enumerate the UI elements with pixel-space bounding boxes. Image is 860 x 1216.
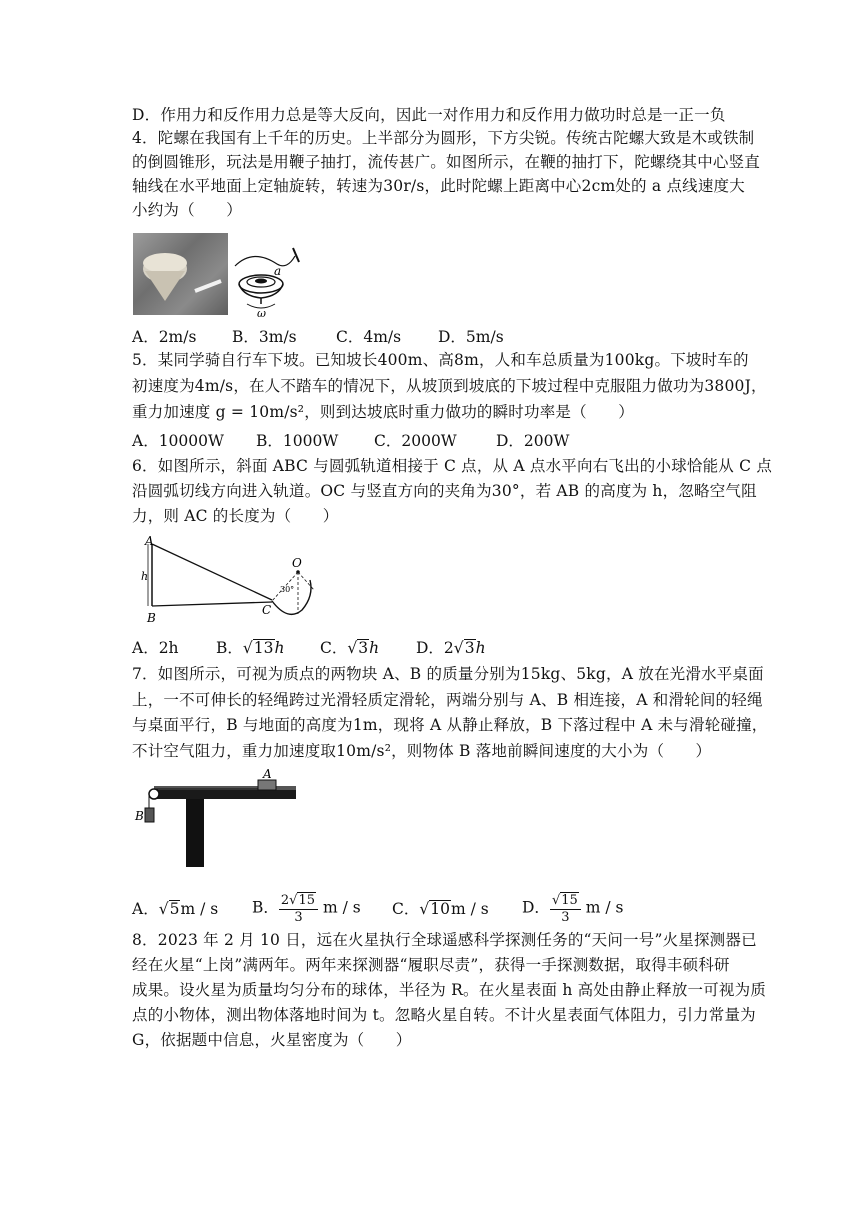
q7-option-a[interactable]: A．√5m / s <box>132 899 219 918</box>
q5-line-2: 初速度为4m/s，在人不踏车的情况下，从坡顶到坡底的下坡过程中克服阻力做功为3800J， <box>132 377 767 395</box>
fig-label-C: C <box>262 603 272 617</box>
q8-line-2: 经在火星“上岗”满两年。两年来探测器“履职尽责”，获得一手探测数据，取得丰硕科研 <box>132 956 730 974</box>
q5-line-3: 重力加速度 g = 10m/s²，则到达坡底时重力做功的瞬时功率是（ ） <box>132 403 634 421</box>
q6-line-2: 沿圆弧切线方向进入轨道。OC 与竖直方向的夹角为30°，若 AB 的高度为 h，忽略空气阻 <box>132 482 757 500</box>
q7-line-1: 7．如图所示，可视为质点的两物块 A、B 的质量分别为15kg、5kg，A 放在光滑水平桌面 <box>132 665 764 683</box>
q3-option-d: D．作用力和反作用力总是等大反向，因此一对作用力和反作用力做功时总是一正一负 <box>132 106 726 124</box>
q7-option-c[interactable]: C．√10m / s <box>392 899 489 918</box>
fig-label-omega: ω <box>257 307 266 318</box>
q5-option-b[interactable]: B．1000W <box>256 432 339 450</box>
q5-line-1: 5．某同学骑自行车下坡。已知坡长400m、高8m，人和车总质量为100kg。下坡时车的 <box>132 351 749 369</box>
fig-label-h: h <box>141 570 149 583</box>
fig-label-A: A <box>263 767 272 781</box>
spinning-top-diagram <box>233 238 305 318</box>
fig-label-angle: 30° <box>280 585 295 594</box>
q8-line-1: 8．2023 年 2 月 10 日，远在火星执行全球遥感科学探测任务的“天问一号”火星探测器已 <box>132 931 757 949</box>
q4-option-a[interactable]: A．2m/s <box>132 328 197 346</box>
q6-option-c[interactable]: C．√3h <box>320 639 380 657</box>
q4-option-d[interactable]: D．5m/s <box>438 328 504 346</box>
q4-line-3: 轴线在水平地面上定轴旋转，转速为30r/s，此时陀螺上距离中心2cm处的 a 点线速度大 <box>132 177 745 195</box>
q8-line-3: 成果。设火星为质量均匀分布的球体，半径为 R。在火星表面 h 高处由静止释放一可视为质 <box>132 981 767 999</box>
q5-option-c[interactable]: C．2000W <box>374 432 457 450</box>
q7-line-3: 与桌面平行，B 与地面的高度为1m，现将 A 从静止释放，B 下落过程中 A 未与滑轮碰撞， <box>132 716 768 734</box>
q7-option-b[interactable]: B． $\frac{2√15}{3}$ m / s <box>252 893 361 925</box>
q6-option-b[interactable]: B．√13h <box>216 639 285 657</box>
q4-line-2: 的倒圆锥形，玩法是用鞭子抽打，流传甚广。如图所示，在鞭的抽打下，陀螺绕其中心竖直 <box>132 153 761 171</box>
fig-label-A: A <box>145 534 154 548</box>
q7-line-2: 上，一不可伸长的轻绳跨过光滑轻质定滑轮，两端分别与 A、B 相连接，A 和滑轮间的轻绳 <box>132 691 763 709</box>
q8-line-4: 点的小物体，测出物体落地时间为 t。忽略火星自转。不计火星表面气体阻力，引力常量为 <box>132 1006 756 1024</box>
q5-options <box>132 429 732 453</box>
q6-option-d[interactable]: D．2√3h <box>416 639 486 657</box>
fig-label-B: B <box>147 611 156 625</box>
q7-line-4: 不计空气阻力，重力加速度取10m/s²，则物体 B 落地前瞬间速度的大小为（ ） <box>132 742 712 760</box>
q4-option-b[interactable]: B．3m/s <box>232 328 297 346</box>
q6-line-1: 6．如图所示，斜面 ABC 与圆弧轨道相接于 C 点，从 A 点水平向右飞出的小球恰能从 C 点 <box>132 457 773 475</box>
q4-option-c[interactable]: C．4m/s <box>336 328 402 346</box>
q4-line-1: 4．陀螺在我国有上千年的历史。上半部分为圆形，下方尖锐。传统古陀螺大致是木或铁制 <box>132 129 755 147</box>
fig-label-O: O <box>292 556 302 570</box>
pulley-table-diagram <box>134 764 302 868</box>
spinning-top-photo <box>133 233 228 315</box>
fig-label-B: B <box>135 809 144 823</box>
q6-options <box>132 636 732 660</box>
q7-option-d[interactable]: D． $\frac{√15}{3}$ m / s <box>522 893 624 925</box>
q4-options <box>132 325 732 349</box>
q4-line-4: 小约为（ ） <box>132 201 242 219</box>
q6-option-a[interactable]: A．2h <box>132 639 179 657</box>
incline-arc-diagram <box>138 534 318 626</box>
fig-label-a: a <box>274 264 282 278</box>
q8-line-5: G，依据题中信息，火星密度为（ ） <box>132 1031 412 1049</box>
q6-line-3: 力，则 AC 的长度为（ ） <box>132 507 339 525</box>
q5-option-d[interactable]: D．200W <box>496 432 570 450</box>
q7-options <box>132 892 732 932</box>
q5-option-a[interactable]: A．10000W <box>132 432 224 450</box>
